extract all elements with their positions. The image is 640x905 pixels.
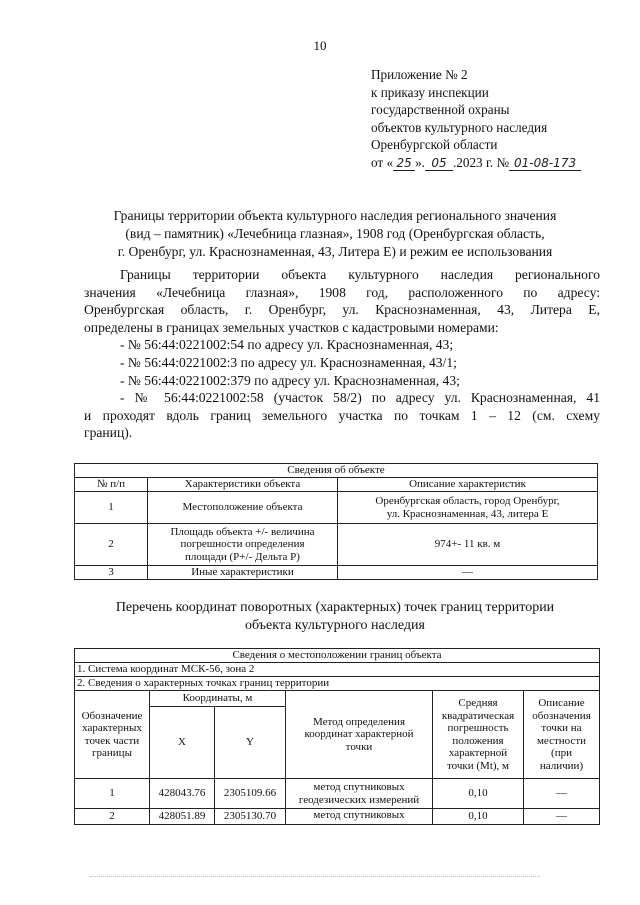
- body-line: и проходят вдоль границ земельного участка по точкам 1 – 12 (см. схему: [84, 407, 600, 423]
- table-row: [75, 566, 598, 580]
- header-line: погрешность: [447, 722, 509, 734]
- table-row: [75, 524, 598, 566]
- document-title: [70, 207, 600, 261]
- point-number: 2: [75, 809, 150, 825]
- footer-divider: [90, 876, 540, 877]
- header-line: координат характерной: [304, 728, 414, 741]
- title-line: г. Оренбург, ул. Краснознаменная, 43, Литера Е) и режим ее использования: [117, 244, 553, 259]
- cadastral-item: - № 56:44:0221002:58 (участок 58/2) по адресу ул. Краснознаменная, 41: [120, 390, 600, 406]
- header-line: характерной: [448, 747, 508, 759]
- header-line: точки на: [541, 722, 582, 734]
- desc-line: Оренбургская область, город Оренбург,: [375, 495, 560, 507]
- table-row: [75, 809, 600, 825]
- object-info-table: [74, 463, 598, 580]
- column-header-point: [75, 691, 150, 779]
- header-line: наличии): [539, 759, 584, 772]
- header-line: местности: [536, 734, 587, 747]
- column-header: № п/п: [75, 478, 148, 492]
- title-line: Границы территории объекта культурного наследия регионального значения: [113, 208, 557, 223]
- header-line: характерных: [82, 722, 142, 734]
- header-line: Средняя: [458, 697, 498, 709]
- appendix-line: объектов культурного наследия: [371, 119, 548, 135]
- point-desc: —: [524, 809, 600, 825]
- appendix-line: государственной охраны: [371, 102, 510, 117]
- coord-y: 2305109.66: [215, 779, 286, 809]
- characteristic-desc: [338, 492, 598, 524]
- appendix-date-line: [371, 154, 581, 172]
- column-header-method: [286, 691, 433, 779]
- name-line: погрешности определения: [180, 538, 305, 551]
- coord-y: 2305130.70: [215, 809, 286, 825]
- header-line: точки (Mt), м: [446, 759, 509, 772]
- column-header-error: [433, 691, 524, 779]
- handwritten-order-number: 01-08-173: [509, 157, 581, 171]
- table-caption: Сведения об объекте: [75, 464, 598, 478]
- header-line: Обозначение: [81, 709, 143, 722]
- appendix-line: к приказу инспекции: [371, 84, 489, 100]
- header-line: точки: [345, 740, 373, 753]
- cadastral-item: - № 56:44:0221002:54 по адресу ул. Краснознаменная, 43;: [120, 337, 454, 353]
- name-line: площади (Р+/- Дельта Р): [185, 550, 300, 563]
- point-desc: —: [524, 779, 600, 809]
- row-number: 3: [75, 566, 148, 580]
- body-line: границ).: [84, 425, 133, 441]
- subtitle-line: Перечень координат поворотных (характерных) точек границ территории: [115, 600, 555, 615]
- coord-x: 428051.89: [150, 809, 215, 825]
- column-header-x: X: [150, 707, 215, 779]
- date-mid: ».: [415, 154, 425, 170]
- handwritten-day: 25: [393, 157, 415, 171]
- handwritten-month: 05: [425, 157, 453, 171]
- table-row: [75, 492, 598, 524]
- column-header-desc: [524, 691, 600, 779]
- cadastral-item: - № 56:44:0221002:3 по адресу ул. Краснознаменная, 43/1;: [120, 354, 457, 370]
- cadastral-item: - № 56:44:0221002:379 по адресу ул. Краснознаменная, 43;: [120, 372, 460, 388]
- column-header-y: Y: [215, 707, 286, 779]
- method: [286, 779, 433, 809]
- header-line: Описание: [538, 697, 585, 709]
- coordinates-title: [70, 599, 600, 635]
- body-line: определены в границах земельных участков с кадастровыми номерами:: [84, 319, 499, 335]
- method-line: метод спутниковых: [313, 781, 405, 793]
- point-number: 1: [75, 779, 150, 809]
- row-number: 1: [75, 492, 148, 524]
- title-line: (вид – памятник) «Лечебница глазная», 1908 год (Оренбургская область,: [125, 226, 545, 241]
- error-value: 0,10: [433, 779, 524, 809]
- header-line: (при: [551, 747, 572, 759]
- method: [286, 809, 433, 825]
- header-line: положения: [452, 734, 504, 747]
- appendix-line: Оренбургской области: [371, 137, 498, 152]
- body-line: Границы территории объекта культурного наследия регионального: [120, 267, 600, 282]
- subtitle-line: объекта культурного наследия: [245, 618, 425, 633]
- method-line: метод спутниковых: [313, 809, 405, 821]
- header-line: квадратическая: [441, 709, 515, 722]
- characteristic-name: Иные характеристики: [148, 566, 338, 580]
- points-info-row: 2. Сведения о характерных точках границ территории: [75, 677, 600, 691]
- column-header-coords: Координаты, м: [150, 691, 286, 707]
- characteristic-desc: —: [338, 566, 598, 580]
- table-caption: Сведения о местоположении границ объекта: [75, 649, 600, 663]
- appendix-line: Приложение № 2: [371, 67, 468, 82]
- header-line: обозначения: [532, 709, 591, 722]
- appendix-header: [371, 66, 581, 171]
- body-line: значения «Лечебница глазная», 1908 год, расположенного по адресу:: [84, 284, 600, 300]
- coord-x: 428043.76: [150, 779, 215, 809]
- header-line: Метод определения: [312, 715, 406, 728]
- column-header: Характеристики объекта: [148, 478, 338, 492]
- date-prefix: от «: [371, 154, 394, 170]
- desc-line: ул. Краснознаменная, 43, литера Е: [386, 507, 549, 520]
- characteristic-name: Местоположение объекта: [148, 492, 338, 524]
- page-number: 10: [313, 38, 327, 53]
- coordinates-table: [74, 648, 600, 825]
- column-header: Описание характеристик: [338, 478, 598, 492]
- body-line: Оренбургская область, г. Оренбург, ул. Краснознаменная, 43, Литера Е,: [84, 302, 600, 318]
- table-row: [75, 779, 600, 809]
- error-value: 0,10: [433, 809, 524, 825]
- coord-system-row: 1. Система координат МСК-56, зона 2: [75, 663, 600, 677]
- method-line: геодезических измерений: [298, 793, 420, 806]
- row-number: 2: [75, 524, 148, 566]
- characteristic-desc: 974+- 11 кв. м: [338, 524, 598, 566]
- date-year: .2023 г. №: [452, 154, 510, 170]
- body-paragraph: [84, 266, 600, 442]
- header-line: точек части: [84, 734, 140, 747]
- header-line: границы: [92, 747, 132, 759]
- characteristic-name: [148, 524, 338, 566]
- name-line: Площадь объекта +/- величина: [170, 525, 315, 538]
